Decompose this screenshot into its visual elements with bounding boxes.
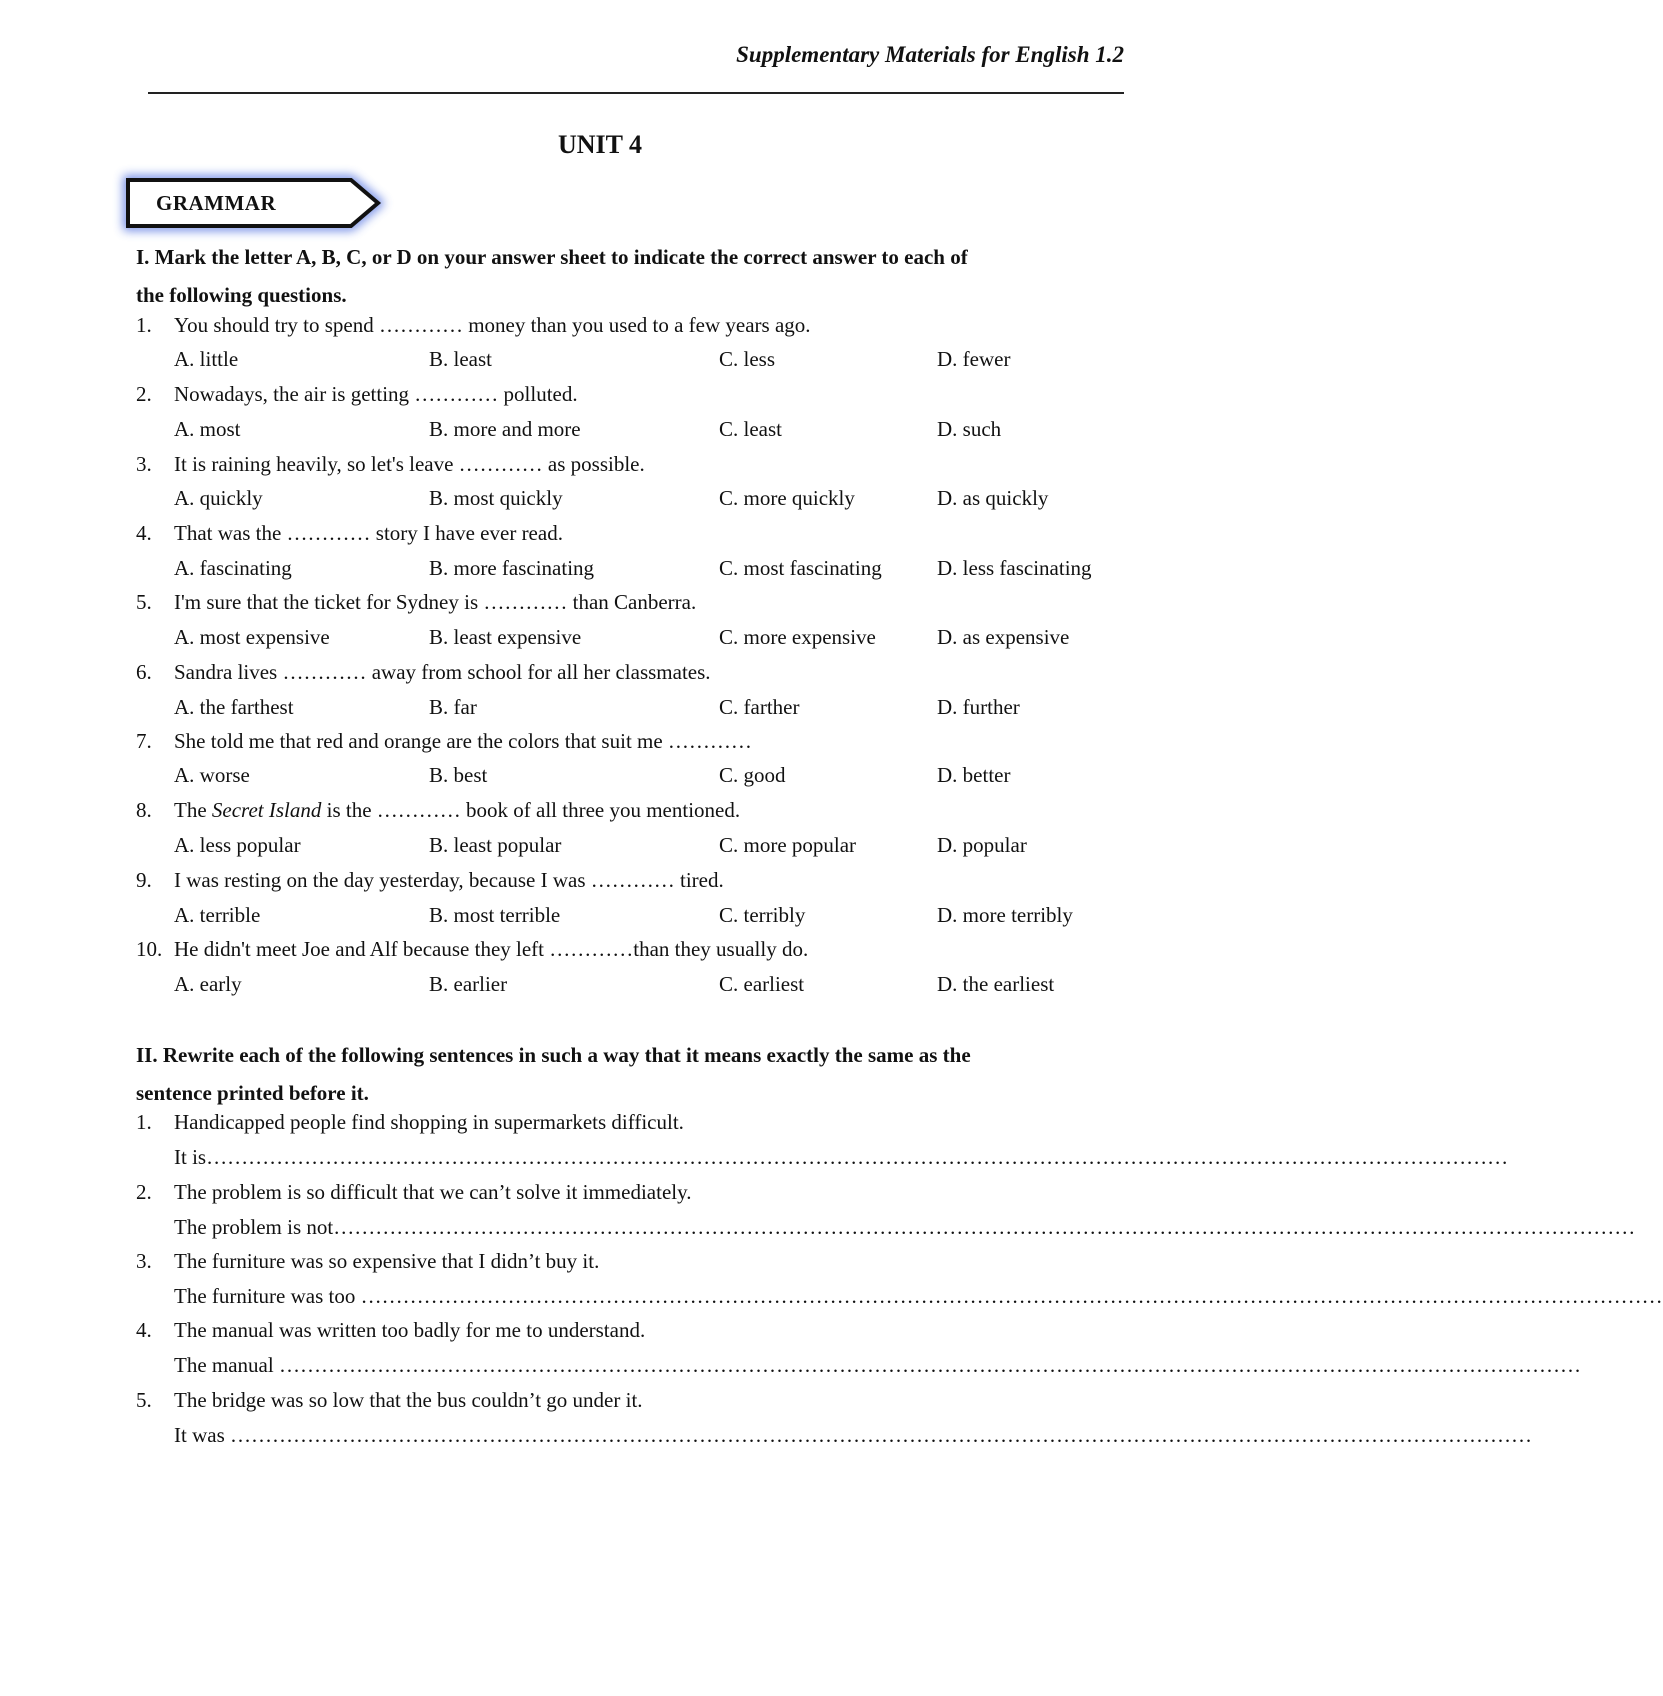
part1-heading-line1: I. Mark the letter A, B, C, or D on your answer sheet to indicate the correct answer to each of (136, 245, 968, 269)
option-b: B. most terrible (429, 903, 561, 927)
header-rule (148, 92, 1124, 94)
options-row (136, 967, 1136, 1001)
options-row (136, 620, 1136, 654)
option-d: D. less fascinating (937, 556, 1092, 580)
option-a: A. less popular (174, 833, 301, 857)
option-b: B. best (429, 763, 488, 787)
rewrite-item (136, 1244, 1126, 1278)
answer-prompt: The problem is not (174, 1215, 334, 1239)
rewrite-item (136, 1105, 1126, 1139)
question-row (136, 377, 1126, 411)
part1-heading-line2: the following questions. (136, 283, 347, 307)
question-text: It is raining heavily, so let's leave ………… as possible. (174, 452, 645, 476)
option-a: A. the farthest (174, 695, 294, 719)
option-b: B. least popular (429, 833, 562, 857)
unit-title: UNIT 4 (557, 130, 643, 159)
running-header: Supplementary Materials for English 1.2 (736, 42, 1124, 67)
question-text-pre: The (174, 798, 212, 822)
rewrite-item (136, 1175, 1126, 1209)
question-text: Sandra lives ………… away from school for all her classmates. (174, 660, 711, 684)
answer-prompt: It was (174, 1423, 230, 1447)
answer-dots: …………………………………………………………………………………………………………………………………………………………………… (333, 1215, 1636, 1239)
question-number: 4. (136, 521, 152, 545)
option-b: B. more and more (429, 417, 581, 441)
option-b: B. least expensive (429, 625, 582, 649)
option-c: C. earliest (719, 972, 805, 996)
option-a: A. worse (174, 763, 250, 787)
original-sentence: Handicapped people find shopping in supermarkets difficult. (174, 1110, 684, 1134)
question-row (136, 793, 1126, 827)
question-row (136, 447, 1126, 481)
option-b: B. earlier (429, 972, 508, 996)
option-d: D. as quickly (937, 486, 1049, 510)
grammar-section-tag (126, 178, 398, 228)
item-number: 1. (136, 1110, 152, 1134)
answer-dots: …………………………………………………………………………………………………………………………………………………………………… (360, 1284, 1663, 1308)
answer-line[interactable] (174, 1348, 1581, 1382)
options-row (136, 342, 1136, 376)
option-d: D. as expensive (937, 625, 1070, 649)
question-row (136, 516, 1126, 550)
option-b: B. most quickly (429, 486, 563, 510)
option-d: D. fewer (937, 347, 1011, 371)
option-d: D. more terribly (937, 903, 1073, 927)
option-b: B. more fascinating (429, 556, 595, 580)
option-a: A. quickly (174, 486, 263, 510)
option-d: D. popular (937, 833, 1027, 857)
question-text (174, 793, 740, 827)
options-row (136, 690, 1136, 724)
question-row (136, 585, 1126, 619)
question-number: 3. (136, 452, 152, 476)
option-c: C. farther (719, 695, 800, 719)
option-d: D. such (937, 417, 1002, 441)
options-row (136, 551, 1136, 585)
option-d: D. further (937, 695, 1020, 719)
question-text: Nowadays, the air is getting ………… polluted. (174, 382, 578, 406)
option-b: B. far (429, 695, 477, 719)
item-number: 5. (136, 1388, 152, 1412)
question-number: 9. (136, 868, 152, 892)
options-row (136, 898, 1136, 932)
question-row (136, 655, 1126, 689)
original-sentence: The problem is so difficult that we can’t solve it immediately. (174, 1180, 692, 1204)
original-sentence: The bridge was so low that the bus couldn’t go under it. (174, 1388, 643, 1412)
question-row (136, 724, 1126, 758)
option-a: A. little (174, 347, 239, 371)
options-row (136, 412, 1136, 446)
answer-dots: …………………………………………………………………………………………………………………………………………………………………… (206, 1145, 1509, 1169)
grammar-label: GRAMMAR (156, 191, 277, 215)
option-c: C. least (719, 417, 782, 441)
item-number: 4. (136, 1318, 152, 1342)
option-a: A. terrible (174, 903, 261, 927)
original-sentence: The manual was written too badly for me to understand. (174, 1318, 646, 1342)
option-a: A. early (174, 972, 242, 996)
answer-line[interactable] (174, 1210, 1636, 1244)
question-number: 2. (136, 382, 152, 406)
option-a: A. most (174, 417, 241, 441)
answer-dots: …………………………………………………………………………………………………………………………………………………………………… (278, 1353, 1581, 1377)
question-number: 7. (136, 729, 152, 753)
option-c: C. terribly (719, 903, 806, 927)
answer-prompt: The furniture was too (174, 1284, 361, 1308)
question-text: That was the ………… story I have ever read. (174, 521, 563, 545)
answer-line[interactable] (174, 1140, 1509, 1174)
answer-line[interactable] (174, 1418, 1532, 1452)
question-row (136, 308, 1126, 342)
item-number: 2. (136, 1180, 152, 1204)
part2-heading (136, 1036, 1111, 1112)
question-row (136, 863, 1126, 897)
rewrite-item (136, 1383, 1126, 1417)
option-a: A. most expensive (174, 625, 330, 649)
question-number: 10. (136, 937, 163, 961)
book-title: Secret Island (211, 798, 322, 822)
part1-heading (136, 238, 1111, 314)
options-row (136, 758, 1136, 792)
answer-prompt: It is (174, 1145, 207, 1169)
option-c: C. more quickly (719, 486, 855, 510)
option-c: C. less (719, 347, 776, 371)
rewrite-item (136, 1313, 1126, 1347)
option-c: C. more popular (719, 833, 857, 857)
options-row (136, 828, 1136, 862)
item-number: 3. (136, 1249, 152, 1273)
question-number: 6. (136, 660, 152, 684)
question-text: You should try to spend ………… money than you used to a few years ago. (174, 313, 811, 337)
part2-heading-line1: II. Rewrite each of the following sentences in such a way that it means exactly the same as the (136, 1043, 971, 1067)
original-sentence: The furniture was so expensive that I didn’t buy it. (174, 1249, 600, 1273)
question-text-post: is the ………… book of all three you mentioned. (321, 798, 741, 822)
option-d: D. the earliest (937, 972, 1055, 996)
part2-heading-line2: sentence printed before it. (136, 1081, 369, 1105)
option-a: A. fascinating (174, 556, 292, 580)
question-number: 5. (136, 590, 152, 614)
question-row (136, 932, 1126, 966)
question-text: I'm sure that the ticket for Sydney is ………… than Canberra. (174, 590, 697, 614)
question-number: 1. (136, 313, 152, 337)
option-c: C. more expensive (719, 625, 876, 649)
option-d: D. better (937, 763, 1011, 787)
question-number: 8. (136, 798, 152, 822)
options-row (136, 481, 1136, 515)
option-b: B. least (429, 347, 492, 371)
option-c: C. good (719, 763, 786, 787)
answer-line[interactable] (174, 1279, 1663, 1313)
question-text: He didn't meet Joe and Alf because they left …………than they usually do. (174, 937, 809, 961)
answer-prompt: The manual (174, 1353, 279, 1377)
answer-dots: …………………………………………………………………………………………………………………………………………………………………… (230, 1423, 1532, 1447)
question-text: I was resting on the day yesterday, because I was ………… tired. (174, 868, 724, 892)
option-c: C. most fascinating (719, 556, 882, 580)
question-text: She told me that red and orange are the colors that suit me ………… (174, 729, 752, 753)
